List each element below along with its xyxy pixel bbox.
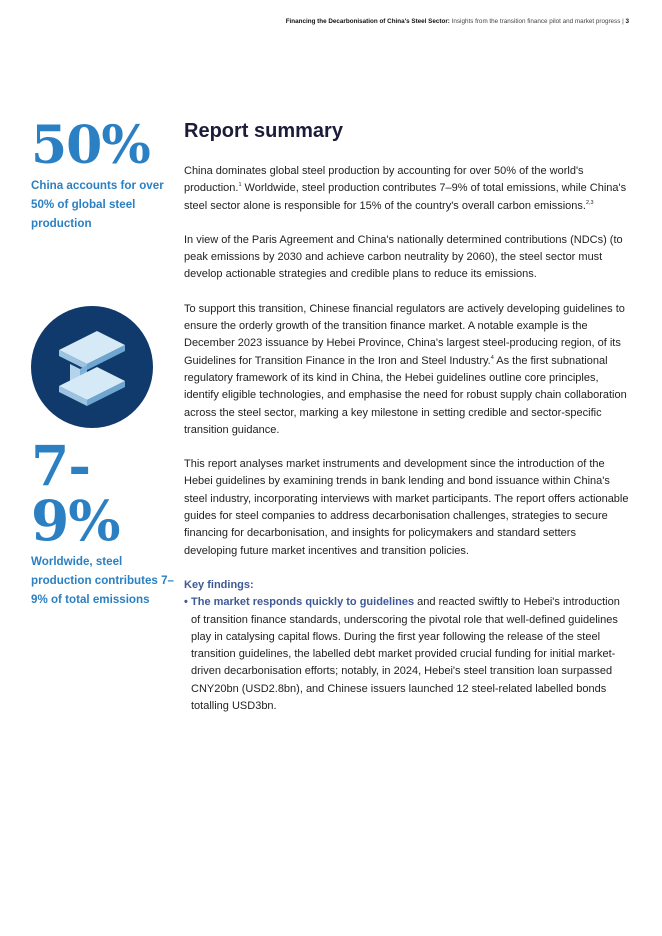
key-finding-body bbox=[191, 594, 632, 715]
key-findings-title: Key findings: bbox=[184, 578, 254, 591]
stat-block-emissions bbox=[31, 433, 176, 609]
paragraph-3-text-b: As the first subnational regulatory framework of its kind in China, the Hebei guidelines outline core principles, identify eligible technologies, and emphasise the need for robust supply chain collaboration across the steel sector, marking a key milestone in setting credible and sector-specific transition guidance. bbox=[184, 354, 627, 436]
page-number: 3 bbox=[625, 18, 629, 25]
footnote-ref-2-3: 2,3 bbox=[585, 199, 594, 206]
stat-value-production: 50% bbox=[31, 115, 150, 176]
stat-caption-production: China accounts for over 50% of global steel production bbox=[31, 179, 164, 230]
key-finding-text: and reacted swiftly to Hebei's introduction of transition finance standards, underscoring the pivotal role that well-defined guidelines play in catalysing capital flows. During the first year following the release of the steel transition guidelines, the labelled debt market provided crucial funding for initial market-driven decarbonisation efforts; notably, in 2024, Hebei's steel transition loan surpassed CNY20bn (USD2.8bn), and Chinese issuers launched 12 steel-related labelled bonds totalling USD3bn. bbox=[191, 596, 620, 713]
stat-value-emissions: 7-9% bbox=[31, 433, 120, 553]
paragraph-2: In view of the Paris Agreement and China's nationally determined contributions (NDCs) (to peak emissions by 2030 and achieve carbon neutrality by 2060), the steel sector must develop actionable strategies and credible plans to reduce its emissions. bbox=[184, 233, 623, 281]
paragraph-1-text-b: Worldwide, steel production contributes 7–9% of total emissions, while China's steel sector alone is responsible for 15% of the country's overall carbon emissions. bbox=[184, 182, 627, 212]
bullet-icon: • bbox=[184, 596, 188, 609]
footnote-ref-1: 1 bbox=[238, 182, 242, 189]
paragraph-3-text-a: To support this transition, Chinese financial regulators are actively developing guidelines to ensure the orderly growth of the transition finance market. A notable example is the December 2023 issuance by Hebei Province, China's largest steel-producing region, of its Guidelines for Transition Finance in the Iron and Steel Industry. bbox=[184, 302, 625, 367]
footnote-ref-4: 4 bbox=[490, 354, 494, 361]
steel-i-beam-icon bbox=[31, 306, 153, 428]
key-finding-lead: The market responds quickly to guidelines bbox=[191, 596, 415, 609]
report-summary-section bbox=[184, 120, 632, 715]
stat-block-production bbox=[31, 115, 176, 233]
paragraph-3 bbox=[184, 301, 632, 439]
running-header bbox=[150, 18, 629, 25]
key-finding-item bbox=[184, 594, 632, 715]
paragraph-4: This report analyses market instruments and development since the introduction of the Hebei guidelines by examining trends in bank lending and bond issuance within China's steel industry, incorporating interviews with market participants. The report offers actionable guides for steel companies to address decarbonisation challenges, strategies to secure financing for decarbonisation, and insights for policymakers and standard setters developing future market incentives and transition policies. bbox=[184, 458, 629, 557]
header-subtitle: Insights from the transition finance pilot and market progress | bbox=[449, 18, 626, 25]
page-title: Report summary bbox=[184, 120, 343, 142]
stat-caption-emissions: Worldwide, steel production contributes 7–9% of total emissions bbox=[31, 555, 174, 606]
header-title: Financing the Decarbonisation of China's Steel Sector: bbox=[285, 18, 450, 25]
paragraph-1 bbox=[184, 163, 632, 215]
paragraph-1-text-a: China dominates global steel production by accounting for over 50% of the world's production. bbox=[184, 165, 584, 195]
